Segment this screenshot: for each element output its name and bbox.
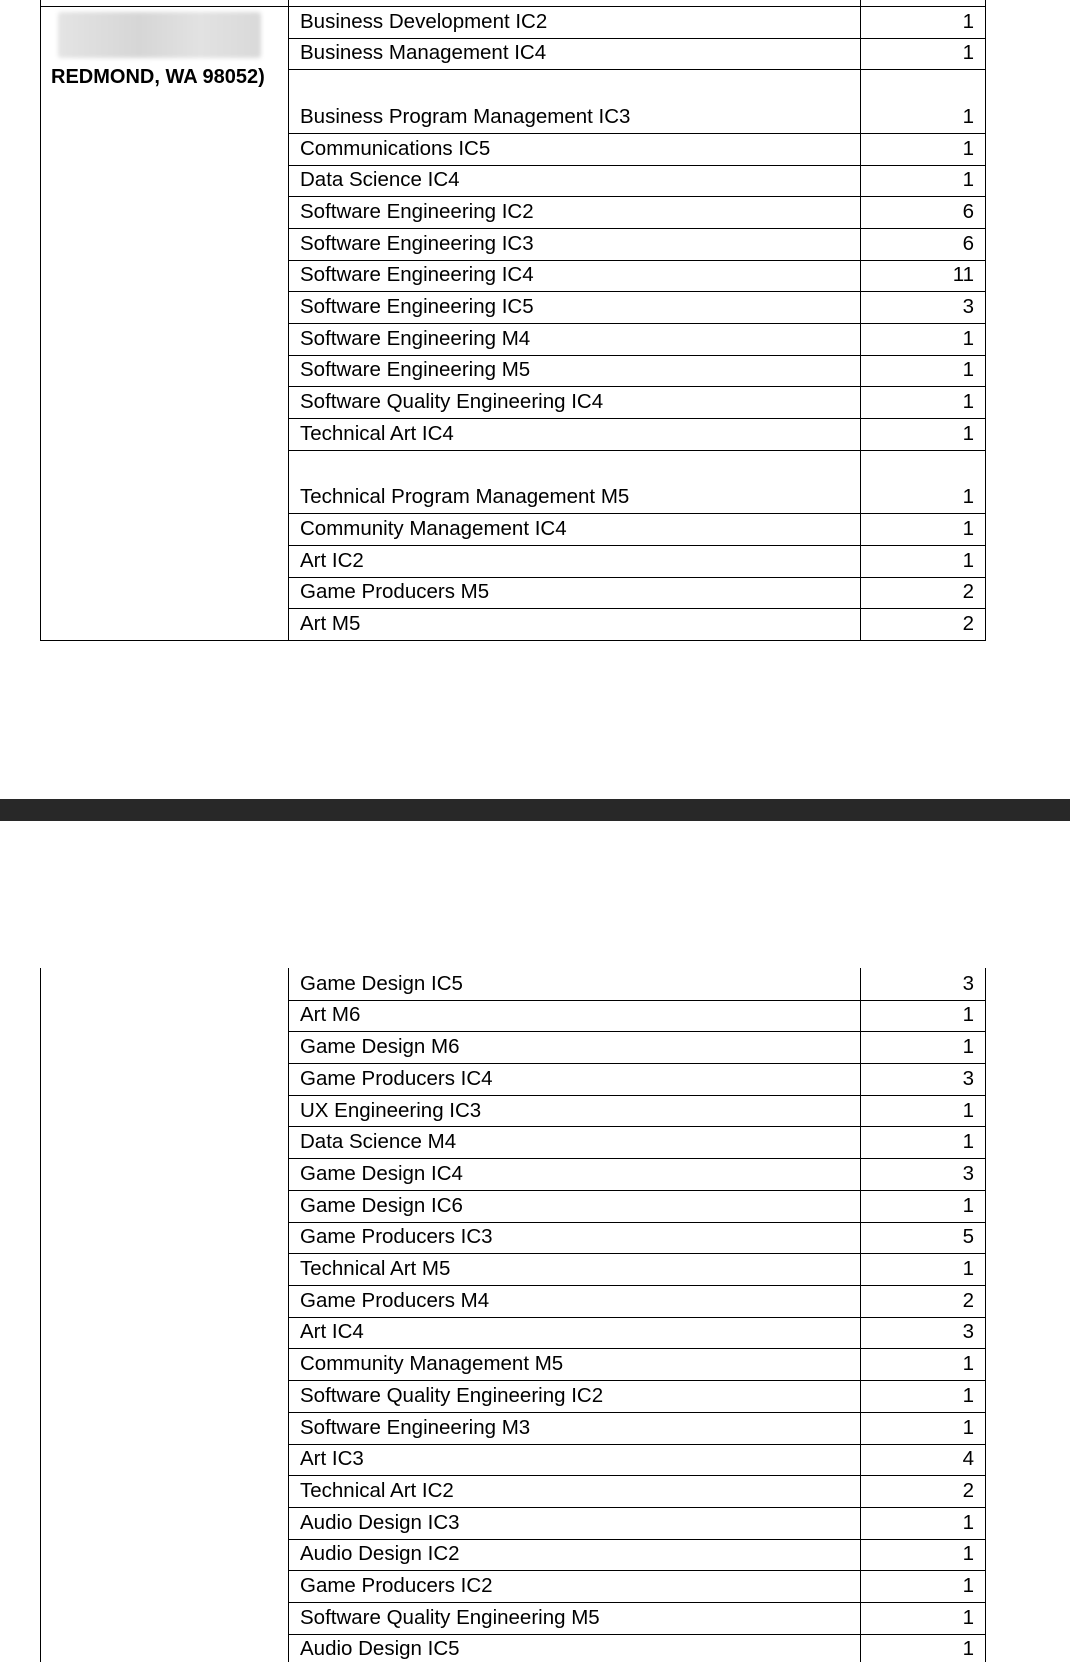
- job-title-cell: Software Engineering M3: [300, 1415, 531, 1439]
- table-row-border: [288, 1539, 986, 1540]
- count-cell: 1: [962, 1542, 974, 1566]
- table-row-border: [288, 1190, 986, 1191]
- count-cell: 1: [962, 1352, 974, 1376]
- count-cell: 1: [962, 1003, 974, 1027]
- count-cell: 3: [962, 971, 974, 995]
- count-cell: 1: [962, 136, 974, 160]
- table-row-border: [288, 577, 986, 578]
- job-title-cell: Business Program Management IC3: [300, 104, 631, 128]
- count-cell: 1: [962, 1637, 974, 1661]
- job-title-cell: Software Engineering IC5: [300, 295, 534, 318]
- job-title-cell: Community Management IC4: [300, 516, 567, 540]
- job-title-cell: Game Producers M4: [300, 1288, 490, 1312]
- table-row-border: [40, 6, 986, 7]
- address-line: REDMOND, WA 98052): [51, 66, 265, 88]
- job-title-cell: Communications IC5: [300, 136, 491, 160]
- count-cell: 1: [962, 548, 974, 572]
- table-row-border: [288, 69, 986, 70]
- count-cell: 1: [962, 1035, 974, 1059]
- count-cell: 3: [962, 1320, 974, 1344]
- job-title-cell: Software Engineering IC3: [300, 231, 534, 255]
- table-row-border: [288, 1348, 986, 1349]
- count-cell: 1: [962, 1383, 974, 1407]
- count-cell: 1: [962, 1257, 974, 1280]
- table-row-border: [288, 1602, 986, 1603]
- job-title-cell: Business Management IC4: [300, 41, 547, 65]
- page-separator: [0, 799, 1070, 821]
- count-cell: 6: [962, 231, 974, 255]
- table-row-border: [40, 640, 986, 641]
- table-column-border: [985, 0, 986, 641]
- count-cell: 1: [962, 168, 974, 192]
- job-title-cell: Game Design IC6: [300, 1193, 463, 1217]
- count-cell: 11: [952, 263, 974, 287]
- table-row-border: [288, 1222, 986, 1223]
- job-title-cell: Software Quality Engineering IC4: [300, 390, 604, 414]
- count-cell: 1: [962, 1415, 974, 1439]
- job-title-cell: Art IC2: [300, 548, 364, 572]
- job-title-cell: Technical Program Management M5: [300, 485, 630, 509]
- count-cell: 4: [962, 1447, 974, 1471]
- table-row-border: [288, 1285, 986, 1286]
- table-row-border: [288, 1253, 986, 1254]
- count-cell: 1: [962, 485, 974, 509]
- job-title-cell: Technical Art M5: [300, 1257, 451, 1280]
- job-title-cell: Game Design IC4: [300, 1161, 463, 1185]
- count-cell: 1: [962, 104, 974, 128]
- table-row-border: [288, 513, 986, 514]
- job-title-cell: UX Engineering IC3: [300, 1098, 482, 1122]
- table-column-border: [860, 0, 861, 641]
- table-row-border: [288, 418, 986, 419]
- table-row-border: [288, 196, 986, 197]
- job-title-cell: Community Management M5: [300, 1352, 564, 1376]
- table-row-border: [288, 1634, 986, 1635]
- job-title-cell: Software Quality Engineering IC2: [300, 1383, 604, 1407]
- count-cell: 2: [962, 1288, 974, 1312]
- job-title-cell: Game Producers M5: [300, 580, 490, 604]
- job-title-cell: Game Producers IC3: [300, 1225, 493, 1249]
- job-title-cell: Game Producers IC2: [300, 1574, 493, 1597]
- job-title-cell: Audio Design IC3: [300, 1510, 460, 1534]
- job-title-cell: Audio Design IC2: [300, 1542, 460, 1566]
- document-page-2: [0, 821, 1070, 1662]
- job-title-cell: Game Producers IC4: [300, 1066, 493, 1090]
- job-title-cell: Software Engineering IC4: [300, 263, 534, 287]
- count-cell: 2: [962, 1478, 974, 1502]
- table-column-border: [288, 968, 289, 1662]
- count-cell: 1: [962, 421, 974, 445]
- table-row-border: [288, 1158, 986, 1159]
- job-title-cell: Data Science IC4: [300, 168, 460, 192]
- count-cell: 1: [962, 1574, 974, 1597]
- table-column-border: [40, 968, 41, 1662]
- count-cell: 1: [962, 358, 974, 382]
- job-title-cell: Software Engineering M4: [300, 326, 531, 350]
- job-title-cell: Art M6: [300, 1003, 361, 1027]
- count-cell: 3: [962, 1161, 974, 1185]
- table-row-border: [288, 133, 986, 134]
- count-cell: 1: [962, 1605, 974, 1629]
- table-row-border: [288, 228, 986, 229]
- count-cell: 5: [962, 1225, 974, 1249]
- count-cell: 1: [962, 1510, 974, 1534]
- count-cell: 1: [962, 1098, 974, 1122]
- table-row-border: [288, 165, 986, 166]
- redacted-address: [58, 12, 261, 58]
- count-cell: 1: [962, 326, 974, 350]
- table-row-border: [288, 1444, 986, 1445]
- table-row-border: [288, 1475, 986, 1476]
- count-cell: 1: [962, 41, 974, 65]
- table-row-border: [288, 450, 986, 451]
- table-row-border: [288, 386, 986, 387]
- job-title-cell: Audio Design IC5: [300, 1637, 460, 1661]
- job-title-cell: Technical Art IC2: [300, 1478, 454, 1502]
- table-row-border: [288, 260, 986, 261]
- job-title-cell: Game Design M6: [300, 1035, 460, 1059]
- table-row-border: [288, 1317, 986, 1318]
- count-cell: 1: [962, 516, 974, 540]
- job-title-cell: Software Engineering IC2: [300, 199, 534, 223]
- count-cell: 1: [962, 1193, 974, 1217]
- job-title-cell: Game Design IC5: [300, 971, 463, 995]
- table-row-border: [288, 38, 986, 39]
- table-row-border: [288, 1412, 986, 1413]
- job-title-cell: Art M5: [300, 612, 361, 635]
- count-cell: 3: [962, 295, 974, 318]
- count-cell: 1: [962, 9, 974, 33]
- job-title-cell: Technical Art IC4: [300, 421, 454, 445]
- table-row-border: [288, 1126, 986, 1127]
- document-page-1: [0, 0, 1070, 799]
- table-column-border: [40, 0, 41, 641]
- count-cell: 1: [962, 390, 974, 414]
- table-row-border: [288, 1095, 986, 1096]
- count-cell: 2: [962, 612, 974, 635]
- table-row-border: [288, 1000, 986, 1001]
- job-title-cell: Software Quality Engineering M5: [300, 1605, 600, 1629]
- table-row-border: [288, 291, 986, 292]
- table-row-border: [288, 1380, 986, 1381]
- table-row-border: [288, 1031, 986, 1032]
- table-row-border: [288, 355, 986, 356]
- table-row-border: [288, 545, 986, 546]
- job-title-cell: Art IC4: [300, 1320, 364, 1344]
- table-row-border: [288, 1507, 986, 1508]
- count-cell: 3: [962, 1066, 974, 1090]
- count-cell: 6: [962, 199, 974, 223]
- job-title-cell: Data Science M4: [300, 1130, 457, 1154]
- count-cell: 2: [962, 580, 974, 604]
- table-row-border: [288, 608, 986, 609]
- table-row-border: [288, 1570, 986, 1571]
- table-row-border: [288, 323, 986, 324]
- table-row-border: [288, 1063, 986, 1064]
- job-title-cell: Business Development IC2: [300, 9, 548, 33]
- count-cell: 1: [962, 1130, 974, 1154]
- table-column-border: [985, 968, 986, 1662]
- job-title-cell: Art IC3: [300, 1447, 364, 1471]
- table-column-border: [860, 968, 861, 1662]
- job-title-cell: Software Engineering M5: [300, 358, 531, 382]
- table-column-border: [288, 0, 289, 641]
